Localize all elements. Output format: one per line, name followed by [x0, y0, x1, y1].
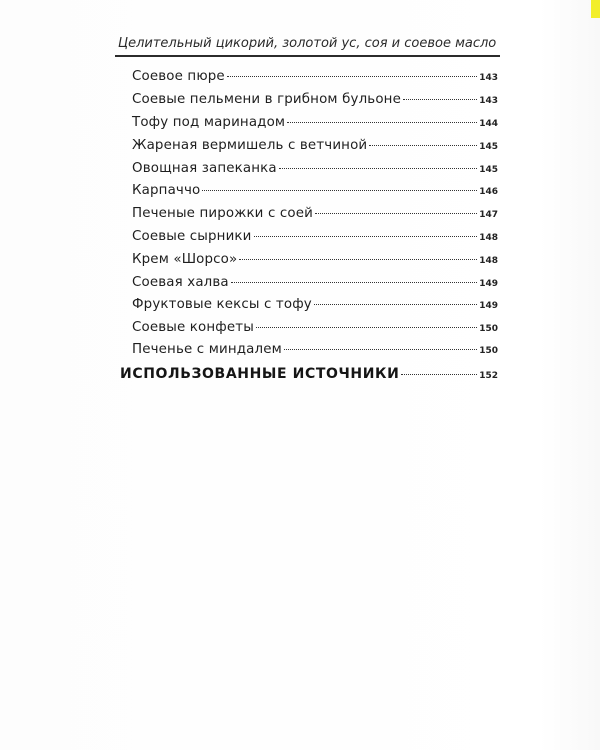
toc-leader-dots — [256, 327, 477, 328]
toc-leader-dots — [315, 213, 477, 214]
toc-entry[interactable] — [132, 115, 498, 135]
toc-entry[interactable] — [132, 206, 498, 226]
toc-entry-page: 146 — [479, 187, 498, 197]
toc-entry-title: Крем «Шорсо» — [132, 252, 238, 267]
toc-entry-title: Карпаччо — [132, 183, 201, 198]
toc-entry[interactable] — [132, 275, 498, 295]
toc-leader-dots — [401, 374, 477, 375]
toc-entry-page: 149 — [479, 279, 498, 289]
toc-entry-page: 143 — [479, 96, 498, 106]
toc-entry-page: 147 — [479, 210, 498, 220]
toc-entry[interactable] — [132, 342, 498, 362]
toc-entry-title: Печеные пирожки с соей — [132, 206, 313, 221]
toc-sources-title: ИСПОЛЬЗОВАННЫЕ ИСТОЧНИКИ — [120, 366, 400, 382]
toc-entry-title: Тофу под маринадом — [132, 115, 286, 130]
toc-entry-page: 148 — [479, 256, 498, 266]
toc-entry-page: 145 — [479, 165, 498, 175]
toc-entry[interactable] — [132, 297, 498, 317]
toc-leader-dots — [239, 259, 477, 260]
toc-entry[interactable] — [132, 138, 498, 158]
toc-entry-title: Соевые пельмени в грибном бульоне — [132, 92, 401, 107]
toc-leader-dots — [227, 76, 477, 77]
toc-entry-title: Соевые сырники — [132, 229, 252, 244]
toc-entry-page: 150 — [479, 346, 498, 356]
toc-leader-dots — [202, 190, 477, 191]
toc-entry-title: Соевые конфеты — [132, 320, 254, 335]
toc-entry-page: 148 — [479, 233, 498, 243]
toc-entry[interactable] — [132, 183, 498, 203]
toc-entry-title: Соевое пюре — [132, 69, 225, 84]
toc-entry-title: Овощная запеканка — [132, 161, 277, 176]
toc-leader-dots — [403, 99, 477, 100]
toc-sources-page: 152 — [479, 371, 498, 381]
toc-entry[interactable] — [132, 69, 498, 89]
toc-entry[interactable] — [132, 252, 498, 272]
toc-entry[interactable] — [132, 320, 498, 340]
toc-leader-dots — [287, 122, 477, 123]
toc-entry-title: Соевая халва — [132, 275, 229, 290]
toc-entry-page: 145 — [479, 142, 498, 152]
toc-leader-dots — [369, 145, 477, 146]
toc-entry-title: Жареная вермишель с ветчиной — [132, 138, 368, 153]
toc-entry-page: 150 — [479, 324, 498, 334]
toc-entry-page: 144 — [479, 119, 498, 129]
toc-leader-dots — [279, 168, 477, 169]
toc-entry-sources[interactable] — [120, 366, 498, 386]
toc-entry-page: 143 — [479, 73, 498, 83]
running-header: Целительный цикорий, золотой ус, соя и соевое масло — [118, 36, 497, 51]
toc-entry[interactable] — [132, 92, 498, 112]
toc-leader-dots — [254, 236, 478, 237]
toc-leader-dots — [314, 304, 477, 305]
toc-entry-title: Фруктовые кексы с тофу — [132, 297, 312, 312]
toc-leader-dots — [231, 282, 477, 283]
toc-entry[interactable] — [132, 229, 498, 249]
toc-entry-title: Печенье с миндалем — [132, 342, 282, 357]
toc-entry[interactable] — [132, 161, 498, 181]
toc-entry-page: 149 — [479, 301, 498, 311]
toc-leader-dots — [284, 349, 477, 350]
